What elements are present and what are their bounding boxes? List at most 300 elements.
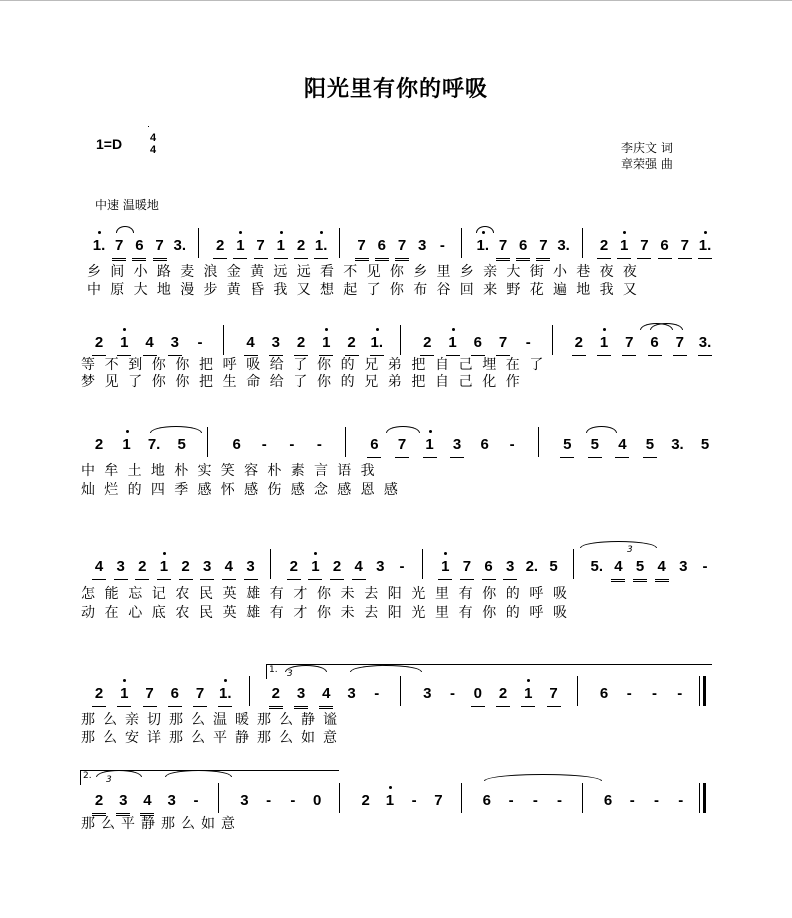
note: - [193, 792, 199, 809]
composer-credit: 章荣强 曲 [621, 157, 673, 171]
note: 1 [319, 331, 333, 356]
lyric-char: 来 [483, 282, 498, 298]
lyric-char: 意 [221, 816, 235, 832]
lyric-char: 埋 [482, 357, 497, 373]
note: 6 [480, 436, 489, 453]
lyric-line-1 [0, 462, 792, 480]
note: 6 [658, 234, 672, 259]
lyric-char: 么 [181, 816, 195, 832]
lyric-char: 静 [301, 712, 315, 728]
volta-label: 2. [83, 771, 92, 781]
note: 1 [117, 682, 131, 707]
note: 6 [516, 234, 530, 261]
lyric-char: 巷 [576, 264, 591, 280]
lyric-char: 野 [506, 282, 521, 298]
slur [650, 323, 683, 330]
note: - [316, 436, 322, 453]
note: 1 [423, 433, 437, 458]
lyric-char: 你 [317, 374, 331, 390]
lyric-char: 感 [383, 482, 398, 498]
lyric-char: 土 [127, 463, 142, 479]
lyric-char: 不 [104, 357, 119, 373]
lyric-char: 平 [213, 730, 227, 746]
lyric-char: 那 [81, 712, 95, 728]
slur [580, 541, 657, 548]
lyric-char: 英 [222, 605, 237, 621]
barline [422, 549, 423, 579]
note: 7 [496, 234, 510, 261]
slur [285, 665, 327, 672]
key-signature: 1=D [96, 136, 123, 152]
lyric-char: 大 [133, 282, 148, 298]
lyric-char: 又 [622, 282, 637, 298]
lyric-line-1 [0, 585, 792, 603]
lyric-line-2 [0, 729, 792, 747]
lyric-char: 乡 [87, 264, 101, 280]
note: 3 [503, 555, 517, 580]
note: 2 [94, 436, 104, 453]
lyric-char: 又 [296, 282, 311, 298]
lyric-line-2 [0, 604, 792, 622]
lyric-char: 中 [87, 282, 101, 298]
note: 3 [376, 558, 385, 575]
lyric-char: 黄 [250, 264, 265, 280]
lyric-char: 那 [169, 730, 183, 746]
note: 7 [673, 331, 687, 356]
lyric-char: 烂 [104, 482, 119, 498]
lyric-line-2 [0, 373, 792, 391]
lyric-char: 街 [529, 264, 544, 280]
lyric-char: 生 [222, 374, 237, 390]
lyric-char: 静 [141, 816, 155, 832]
note: 4 [244, 331, 258, 356]
lyric-char: 作 [505, 374, 520, 390]
lyric-char: 的 [340, 357, 355, 373]
lyric-char: 原 [110, 282, 125, 298]
note: 7 [536, 234, 550, 261]
lyric-char: 阳 [387, 586, 402, 602]
barline-thin [699, 783, 700, 813]
note: 5 [700, 436, 710, 453]
note: 3 [240, 792, 249, 809]
lyric-char: 如 [301, 730, 315, 746]
note: 4 [352, 555, 366, 580]
note: - [411, 792, 417, 809]
lyric-char: 感 [290, 482, 305, 498]
note: - [509, 436, 515, 453]
note: 3. [557, 237, 570, 254]
note: 1 [157, 555, 171, 580]
lyric-char: 能 [104, 586, 119, 602]
note: - [677, 685, 683, 702]
note: 3 [269, 331, 283, 356]
note: 2 [92, 682, 106, 707]
note: - [678, 792, 684, 809]
lyric-char: 的 [340, 374, 355, 390]
lyric-char: 亲 [125, 712, 139, 728]
lyric-char: 感 [337, 482, 352, 498]
lyric-char: 朴 [174, 463, 189, 479]
lyric-char: 有 [458, 586, 473, 602]
lyric-char: 小 [133, 264, 148, 280]
volta-bracket [266, 664, 712, 679]
lyric-char: 的 [127, 482, 142, 498]
lyric-char: 念 [314, 482, 328, 498]
lyric-char: 谧 [323, 712, 337, 728]
barline [703, 783, 706, 813]
note: 2 [330, 555, 344, 580]
lyric-char: 己 [458, 357, 473, 373]
lyric-char: 梦 [81, 374, 95, 390]
time-signature-top: 4 [149, 132, 157, 144]
lyric-char: 小 [553, 264, 567, 280]
lyric-char: 那 [169, 712, 183, 728]
barline [552, 325, 553, 355]
lyric-char: 民 [199, 586, 213, 602]
lyric-char: 你 [389, 282, 404, 298]
lyric-char: 呼 [529, 586, 544, 602]
lyric-char: 谷 [436, 282, 451, 298]
lyric-char: 自 [435, 374, 449, 390]
barline [207, 427, 208, 457]
lyric-char: 语 [337, 463, 352, 479]
note: 3 [114, 555, 128, 580]
lyric-char: 安 [125, 730, 139, 746]
notes-line [0, 682, 792, 706]
page-top-rule [0, 0, 792, 1]
lyric-char: 详 [147, 730, 161, 746]
lyric-char: 你 [151, 357, 166, 373]
note: 7 [637, 234, 651, 259]
lyric-char: 地 [576, 282, 591, 298]
note: 7. [147, 436, 161, 453]
note: 6 [375, 234, 389, 261]
lyric-char: 你 [175, 357, 190, 373]
note: 1 [120, 433, 134, 457]
lyric-char: 么 [101, 816, 115, 832]
note: 1. [314, 234, 328, 259]
note: 4 [92, 555, 106, 580]
note: 7 [153, 234, 167, 261]
lyric-char: 怀 [220, 482, 235, 498]
lyric-char: 夜 [599, 264, 614, 280]
note: 7 [254, 234, 268, 259]
lyric-char: 你 [317, 586, 331, 602]
note: 3 [679, 558, 688, 575]
lyric-char: 你 [317, 357, 331, 373]
note: - [261, 436, 267, 453]
lyric-char: 把 [199, 374, 213, 390]
time-signature-line [148, 126, 149, 127]
note: 3 [168, 331, 182, 356]
note: 7 [460, 555, 474, 580]
note: 3 [294, 682, 308, 709]
slur [586, 426, 617, 433]
note: 1 [117, 331, 131, 356]
lyric-char: 言 [314, 463, 328, 479]
lyric-char: 远 [296, 264, 311, 280]
note: 3 [244, 555, 258, 580]
note: 3. [698, 331, 712, 356]
note: 6 [168, 682, 182, 707]
lyric-char: 光 [411, 605, 426, 621]
song-title: 阳光里有你的呼吸 [303, 77, 488, 102]
barline [345, 427, 346, 457]
note: - [626, 685, 632, 702]
slur [476, 226, 494, 233]
lyric-char: 呼 [529, 605, 544, 621]
note: 2 [294, 331, 308, 356]
lyric-char: 你 [317, 605, 331, 621]
note: 6 [482, 792, 491, 809]
lyric-char: 恩 [360, 482, 375, 498]
note: 4 [611, 555, 625, 582]
lyric-char: 容 [244, 463, 259, 479]
lyric-char: 农 [175, 605, 190, 621]
note: - [652, 685, 657, 702]
lyric-char: 想 [320, 282, 334, 298]
note: 2 [420, 331, 434, 356]
lyric-char: 地 [156, 282, 171, 298]
note: 7 [547, 682, 561, 707]
lyric-char: 昏 [250, 282, 265, 298]
lyric-char: 给 [269, 374, 284, 390]
note: 3. [173, 237, 187, 254]
note: 2 [361, 792, 370, 809]
note: - [557, 792, 563, 809]
volta-label: 1. [269, 665, 278, 675]
lyric-char: 乡 [413, 264, 428, 280]
lyric-char: 到 [128, 357, 143, 373]
lyric-char: 伤 [267, 482, 282, 498]
lyric-char: 弟 [387, 357, 402, 373]
barline [339, 228, 340, 258]
note: 5 [643, 433, 657, 458]
lyric-line-1 [0, 263, 792, 281]
lyric-char: 的 [505, 605, 520, 621]
lyric-char: 漫 [180, 282, 195, 298]
triplet-mark: 3 [627, 545, 633, 555]
lyric-char: 英 [222, 586, 237, 602]
note: 3 [418, 237, 427, 254]
lyric-char: 那 [81, 730, 95, 746]
lyric-line-2 [0, 833, 792, 851]
lyric-char: 了 [293, 374, 308, 390]
lyric-char: 遍 [553, 282, 567, 298]
note: 1 [274, 234, 288, 259]
lyric-char: 呼 [222, 357, 237, 373]
note: 3 [450, 433, 464, 458]
note: 7 [143, 682, 157, 707]
note: 4 [140, 789, 154, 816]
note: 7 [395, 234, 409, 261]
note: - [532, 792, 538, 809]
note: 5 [560, 433, 574, 458]
lyric-char: 感 [197, 482, 212, 498]
lyric-char: 那 [257, 712, 271, 728]
slur [165, 770, 232, 777]
note: 2 [496, 682, 510, 707]
note: 2 [92, 789, 106, 816]
lyric-char: 那 [257, 730, 271, 746]
barline [582, 228, 583, 258]
note: 2 [294, 234, 308, 259]
note: 2 [597, 234, 611, 259]
lyric-char: 你 [482, 586, 497, 602]
lyric-char: 兄 [364, 374, 379, 390]
lyric-char: 阳 [387, 605, 402, 621]
lyric-char: 了 [529, 357, 544, 373]
barline [703, 676, 706, 706]
lyric-char: 里 [436, 264, 451, 280]
lyric-char: 命 [246, 374, 261, 390]
note: 1 [597, 331, 611, 356]
lyric-char: 去 [364, 605, 379, 621]
lyric-char: 起 [343, 282, 358, 298]
notes-line [0, 433, 792, 457]
barline [400, 676, 401, 706]
lyric-char: 切 [147, 712, 161, 728]
note: 3 [116, 789, 130, 816]
barline [400, 325, 401, 355]
lyric-char: 平 [121, 816, 135, 832]
notes-line [0, 555, 792, 579]
lyric-char: 牟 [104, 463, 119, 479]
note: 2 [572, 331, 586, 356]
note: 5 [588, 433, 602, 458]
lyric-char: 我 [360, 463, 375, 479]
lyric-line-1 [0, 815, 792, 833]
barline [577, 676, 578, 706]
lyric-char: 实 [197, 463, 212, 479]
lyric-char: 间 [110, 264, 125, 280]
lyric-char: 意 [323, 730, 337, 746]
lyric-char: 么 [191, 730, 205, 746]
note: - [290, 792, 296, 809]
slur [150, 426, 202, 433]
lyric-char: 夜 [622, 264, 637, 280]
note: 7 [193, 682, 207, 707]
lyric-char: 不 [343, 264, 358, 280]
note: 3. [671, 436, 684, 453]
slur [350, 665, 422, 672]
note: 0 [471, 682, 485, 707]
lyric-char: 有 [269, 586, 284, 602]
lyric-char: 步 [203, 282, 218, 298]
note: 3 [423, 685, 432, 702]
lyric-char: 灿 [81, 482, 95, 498]
barline [249, 676, 250, 706]
note: 1. [218, 682, 232, 707]
lyric-char: 乡 [459, 264, 474, 280]
barline-thin [699, 676, 700, 706]
lyric-char: 才 [293, 586, 308, 602]
note: 4 [615, 433, 629, 458]
lyric-char: 我 [273, 282, 288, 298]
lyric-char: 你 [482, 605, 497, 621]
note: 7 [678, 234, 692, 259]
lyric-char: 地 [150, 463, 165, 479]
lyric-char: 看 [320, 264, 334, 280]
lyric-char: 给 [269, 357, 284, 373]
lyric-char: 你 [151, 374, 166, 390]
barline [270, 549, 271, 579]
note: 3 [347, 685, 356, 702]
note: - [289, 436, 295, 453]
note: 1 [438, 555, 452, 580]
lyric-char: 见 [104, 374, 119, 390]
lyric-char: 你 [175, 374, 190, 390]
lyric-char: 吸 [553, 605, 567, 621]
note: - [197, 334, 203, 351]
lyric-char: 自 [435, 357, 449, 373]
note: 2 [135, 555, 149, 580]
lyric-char: 等 [81, 357, 95, 373]
lyric-char: 雄 [246, 586, 261, 602]
note: 2 [269, 682, 283, 709]
lyric-line-2 [0, 281, 792, 299]
note: 5 [549, 558, 558, 575]
time-signature-bottom: 4 [149, 144, 157, 156]
lyric-char: 远 [273, 264, 288, 280]
note: 6 [232, 436, 241, 453]
note: - [508, 792, 514, 809]
lyric-char: 动 [81, 605, 95, 621]
note: 1. [698, 234, 712, 259]
note: 2. [525, 558, 539, 575]
lyricist-credit: 李庆文 词 [621, 141, 673, 155]
note: 2 [92, 331, 106, 356]
time-signature [147, 132, 159, 156]
lyric-char: 把 [411, 357, 426, 373]
note: 5 [177, 436, 186, 453]
note: - [374, 685, 380, 702]
barline [198, 228, 199, 258]
lyric-char: 黄 [226, 282, 241, 298]
note: 4 [319, 682, 333, 709]
lyric-char: 里 [435, 605, 449, 621]
note: 3 [167, 792, 176, 809]
note: - [629, 792, 635, 809]
notes-line [0, 234, 792, 258]
lyric-char: 记 [151, 586, 166, 602]
lyric-char: 见 [366, 264, 381, 280]
lyric-char: 未 [340, 605, 355, 621]
note: 2 [287, 555, 301, 580]
barline [582, 783, 583, 813]
lyric-char: 在 [505, 357, 520, 373]
lyric-char: 麦 [180, 264, 195, 280]
note: 2 [213, 234, 227, 259]
note: 1 [446, 331, 460, 356]
lyric-char: 兄 [364, 357, 379, 373]
lyric-char: 怎 [81, 586, 95, 602]
note: 7 [496, 331, 510, 356]
triplet-mark: 3 [106, 775, 112, 785]
note: 4 [143, 331, 157, 356]
lyric-char: 化 [482, 374, 497, 390]
lyric-char: 如 [201, 816, 215, 832]
lyric-char: 的 [505, 586, 520, 602]
note: - [702, 558, 708, 575]
lyric-char: 布 [413, 282, 428, 298]
note: 6 [482, 555, 496, 580]
note: 1. [476, 234, 490, 258]
lyric-char: 忘 [128, 586, 143, 602]
note: 5. [590, 558, 604, 575]
lyric-char: 里 [435, 586, 449, 602]
lyric-char: 季 [174, 482, 189, 498]
